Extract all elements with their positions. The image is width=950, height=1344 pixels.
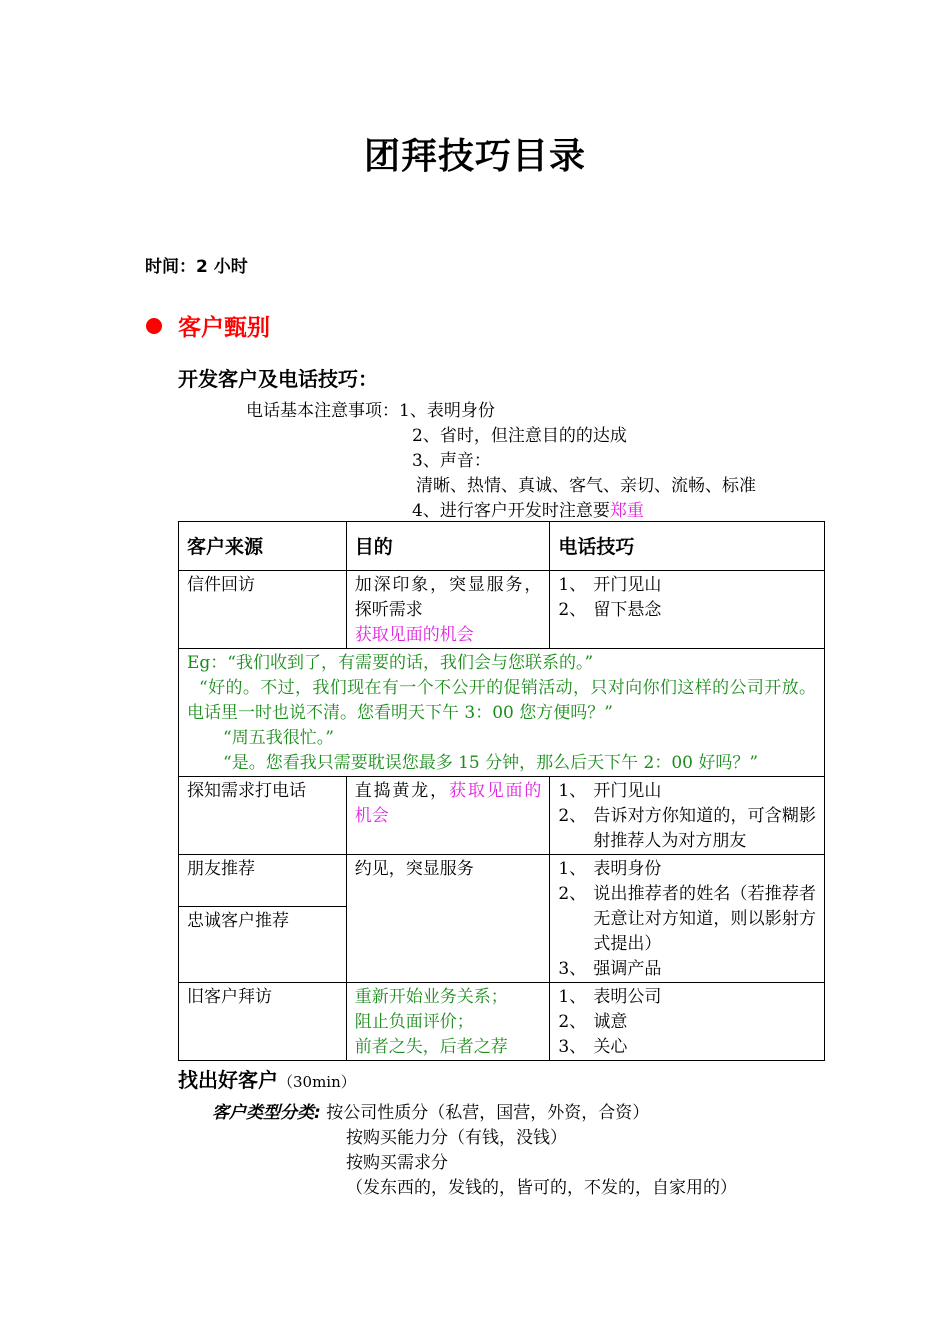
notes-item-2: 2、省时，但注意目的的达成 (412, 426, 627, 446)
row3-purpose: 约见，突显服务 (346, 855, 550, 983)
example-line-3: “周五我很忙。” (223, 728, 334, 748)
row2-purpose (346, 777, 550, 855)
row2-purpose-text: 直捣黄龙， (354, 781, 449, 801)
table-header-row (179, 522, 825, 571)
header-source: 客户来源 (179, 522, 347, 571)
find-duration: （30min） (278, 1073, 356, 1091)
list-item: 1、 表明公司 (558, 987, 662, 1007)
row4-purpose-1: 重新开始业务关系； (354, 987, 508, 1007)
example-line-1: Eg：“我们收到了，有需要的话，我们会与您联系的。” (187, 653, 594, 673)
list-item: 3、 强调产品 (558, 959, 662, 979)
row1-source: 信件回访 (179, 571, 347, 649)
table-row (179, 983, 825, 1061)
table-row (179, 777, 825, 855)
customer-types-line-1 (212, 1101, 649, 1126)
notes-item-3: 3、声音： (412, 451, 491, 471)
customer-types-label: 客户类型分类: (212, 1103, 321, 1123)
row3-skills (550, 855, 825, 983)
example-dialogue (179, 649, 825, 777)
row4-purpose-2: 阻止负面评价； (354, 1012, 474, 1032)
list-item: 2、 告诉对方你知道的，可含糊影射推荐人为对方朋友 (558, 806, 816, 851)
list-item: 1、 开门见山 (558, 575, 662, 595)
document-title: 团拜技巧目录 (363, 136, 586, 177)
row1-skills (550, 571, 825, 649)
row2-skills (550, 777, 825, 855)
row3-source-a: 朋友推荐 (179, 855, 347, 907)
example-line-4: “是。您看我只需要耽误您最多 15 分钟，那么后天下午 2：00 好吗？” (223, 753, 759, 773)
table-row (179, 571, 825, 649)
header-phone-skills: 电话技巧 (550, 522, 825, 571)
header-purpose: 目的 (346, 522, 550, 571)
sub-heading: 开发客户及电话技巧： (178, 367, 378, 391)
list-item: 1、 开门见山 (558, 781, 662, 801)
red-bullet-icon (146, 318, 162, 334)
find-heading-text: 找出好客户 (178, 1068, 278, 1092)
duration-line: 时间：2 小时 (145, 257, 248, 277)
customer-type-2: 按购买能力分（有钱，没钱） (346, 1128, 567, 1148)
notes-item-4-highlight: 郑重 (609, 501, 644, 521)
table-row (179, 855, 825, 907)
notes-item-3-detail: 清晰、热情、真诚、客气、亲切、流畅、标准 (416, 476, 756, 496)
row2-purpose-highlight: 获取见面的机会 (354, 781, 542, 826)
customer-type-3: 按购买需求分 (346, 1153, 448, 1173)
list-item: 1、 表明身份 (558, 859, 662, 879)
row1-purpose-highlight: 获取见面的机会 (354, 625, 474, 645)
notes-label-line (246, 399, 495, 424)
notes-item-4-text: 4、进行客户开发时注意要 (412, 501, 610, 521)
list-item: 2、 说出推荐者的姓名（若推荐者无意让对方知道，则以影射方式提出） (558, 884, 816, 954)
row2-source: 探知需求打电话 (179, 777, 347, 855)
example-line-2: “好的。不过，我们现在有一个不公开的促销活动，只对向你们这样的公司开放。电话里一时也说不清。您看明天下午 3：00 您方便吗？” (187, 678, 816, 723)
customer-source-table (178, 521, 825, 1061)
example-row (179, 649, 825, 777)
row4-source: 旧客户拜访 (179, 983, 347, 1061)
row1-purpose-text: 加深印象，突显服务，探听需求 (354, 575, 542, 620)
row1-purpose (346, 571, 550, 649)
customer-type-1: 按公司性质分（私营，国营，外资，合资） (326, 1103, 650, 1123)
row4-purpose-3: 前者之失，后者之荐 (354, 1037, 508, 1057)
section-heading: 客户甄别 (178, 315, 270, 341)
customer-type-3-detail: （发东西的，发钱的，皆可的，不发的，自家用的） (346, 1178, 737, 1198)
list-item: 3、 关心 (558, 1037, 628, 1057)
notes-item-1: 1、表明身份 (399, 401, 495, 421)
find-customers-heading (178, 1064, 356, 1093)
row3-source-b: 忠诚客户推荐 (179, 906, 347, 982)
list-item: 2、 留下悬念 (558, 600, 662, 620)
notes-label: 电话基本注意事项： (246, 401, 399, 421)
list-item: 2、 诚意 (558, 1012, 628, 1032)
row4-skills (550, 983, 825, 1061)
row4-purpose (346, 983, 550, 1061)
